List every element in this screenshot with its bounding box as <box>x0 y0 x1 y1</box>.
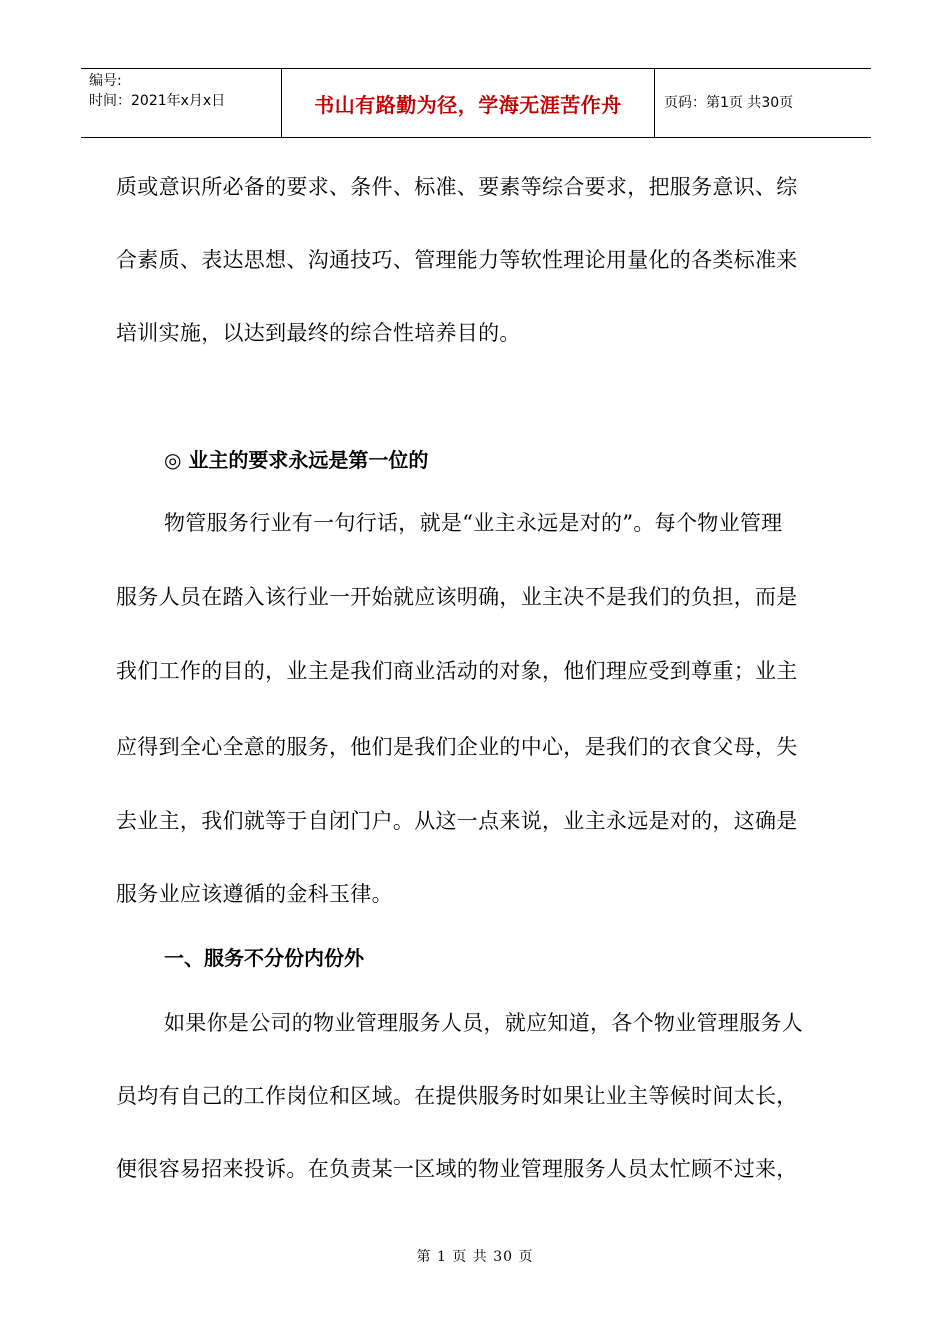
section-heading: 一、服务不分份内份外 <box>164 946 364 970</box>
section-heading: ◎ 业主的要求永远是第一位的 <box>164 448 429 472</box>
page-info: 页码：第1页 共30页 <box>664 95 794 111</box>
paragraph-line: 应得到全心全意的服务，他们是我们企业的中心，是我们的衣食父母，失 <box>116 735 798 759</box>
number-label: 编号: <box>89 73 122 89</box>
header-meta-cell <box>81 69 281 137</box>
time-label: 时间：2021年x月x日 <box>89 93 226 109</box>
paragraph-line: 去业主，我们就等于自闭门户。从这一点来说，业主永远是对的，这确是 <box>116 809 798 833</box>
paragraph-line: 便很容易招来投诉。在负责某一区域的物业管理服务人员太忙顾不过来， <box>116 1157 798 1181</box>
paragraph-line: 物管服务行业有一句行话，就是“业主永远是对的”。每个物业管理 <box>164 511 783 535</box>
paragraph-line: 服务人员在踏入该行业一开始就应该明确，业主决不是我们的负担，而是 <box>116 585 798 609</box>
page-footer: 第 1 页 共 30 页 <box>416 1249 534 1265</box>
paragraph-line: 员均有自己的工作岗位和区域。在提供服务时如果让业主等候时间太长， <box>116 1084 798 1108</box>
header-page-cell <box>654 69 871 137</box>
paragraph-line: 合素质、表达思想、沟通技巧、管理能力等软性理论用量化的各类标准来 <box>116 248 798 272</box>
paragraph-line: 我们工作的目的，业主是我们商业活动的对象，他们理应受到尊重；业主 <box>116 659 798 683</box>
header-table <box>81 68 871 138</box>
paragraph-line: 培训实施，以达到最终的综合性培养目的。 <box>116 321 521 345</box>
paragraph-line: 如果你是公司的物业管理服务人员，就应知道，各个物业管理服务人 <box>164 1011 803 1035</box>
paragraph-line: 质或意识所必备的要求、条件、标准、要素等综合要求，把服务意识、综 <box>116 175 798 199</box>
motto-text: 书山有路勤为径，学海无涯苦作舟 <box>314 92 622 117</box>
paragraph-line: 服务业应该遵循的金科玉律。 <box>116 882 393 906</box>
header-motto-cell <box>281 69 655 137</box>
